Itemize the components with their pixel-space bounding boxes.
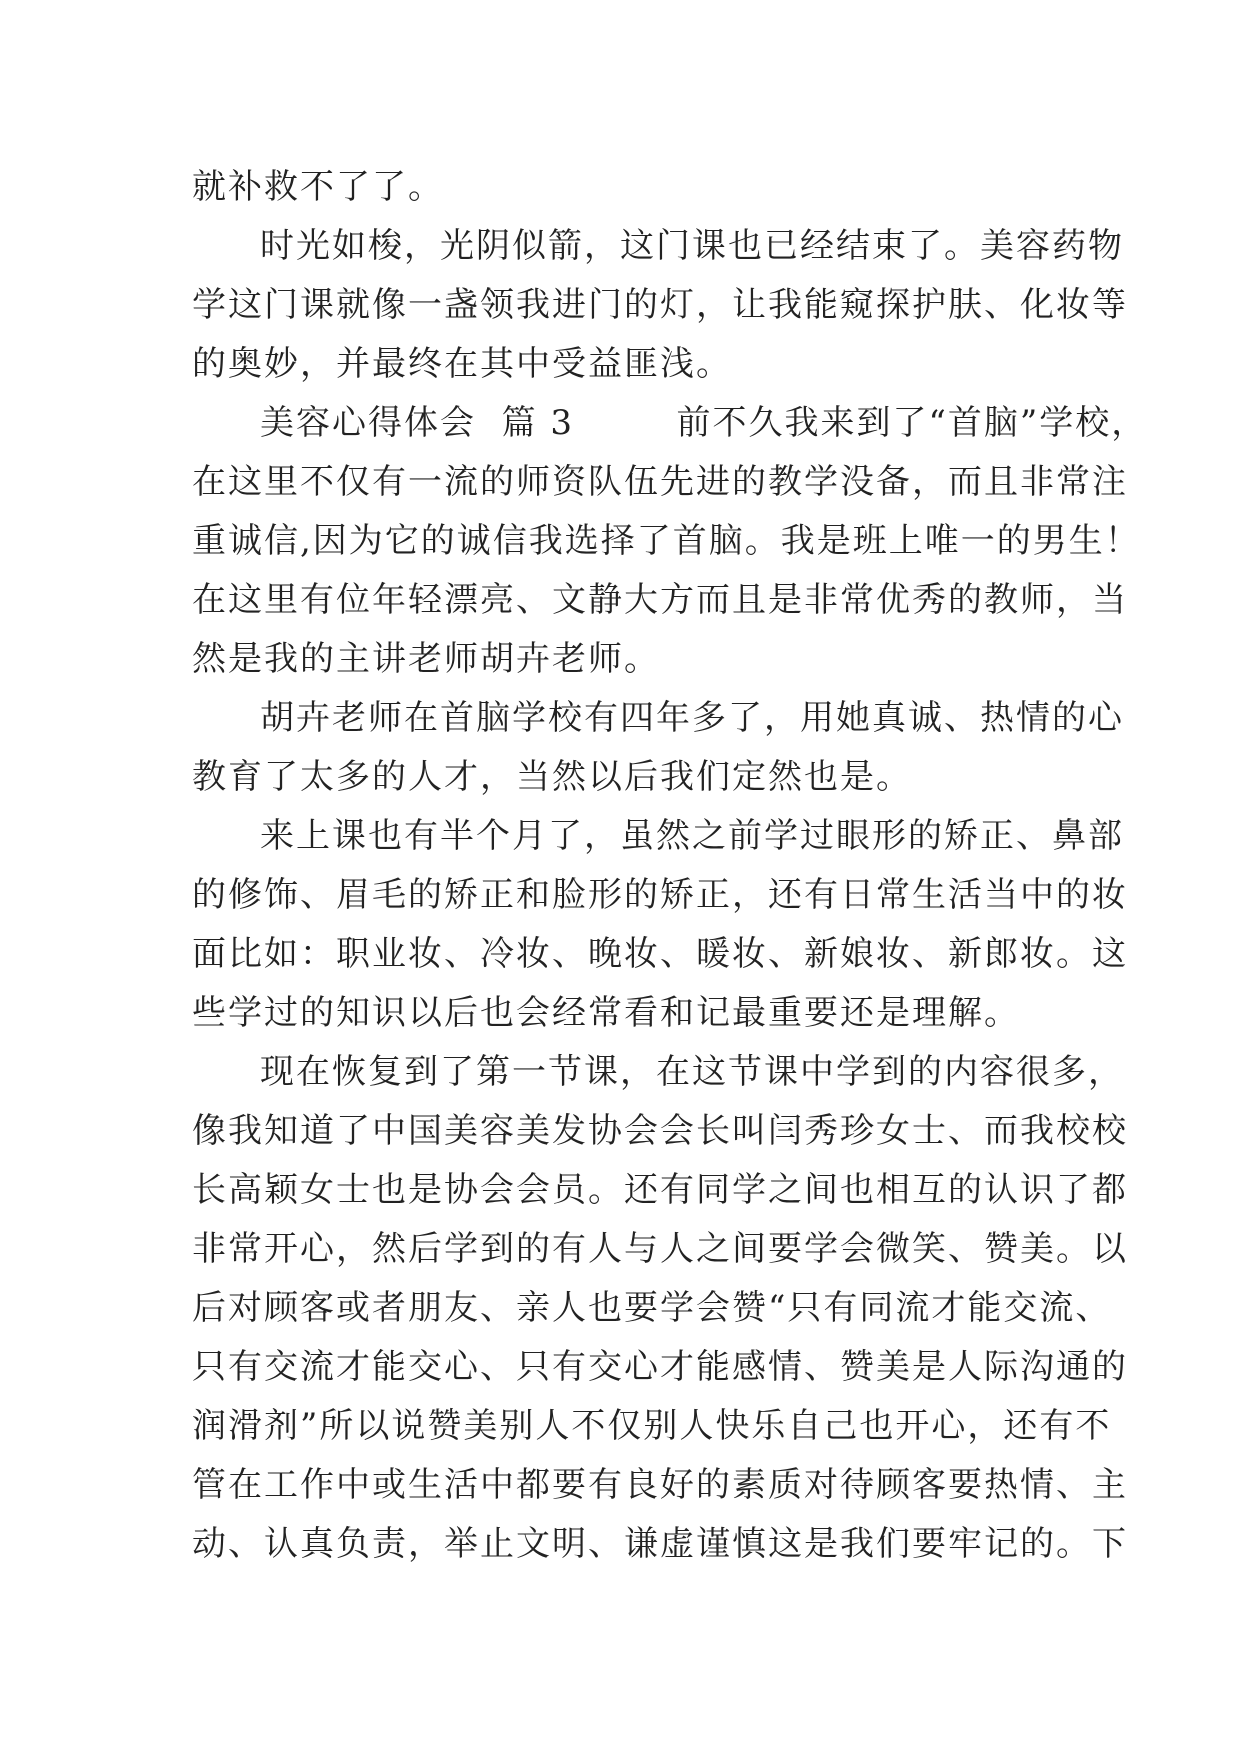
text-line: 非常开心，然后学到的有人与人之间要学会微笑、赞美。以 <box>192 1229 1128 1269</box>
text-line: 后对顾客或者朋友、亲人也要学会赞“只有同流才能交流、 <box>192 1288 1112 1328</box>
text-line: 像我知道了中国美容美发协会会长叫闫秀珍女士、而我校校 <box>192 1111 1128 1151</box>
body-text <box>192 158 1148 1574</box>
text-line: 来上课也有半个月了，虽然之前学过眼形的矫正、鼻部 <box>260 816 1124 856</box>
text-line: 教育了太多的人才，当然以后我们定然也是。 <box>192 757 912 797</box>
text-line: 只有交流才能交心、只有交心才能感情、赞美是人际沟通的 <box>192 1347 1128 1387</box>
text-line: 润滑剂”所以说赞美别人不仅别人快乐自己也开心，还有不 <box>192 1406 1112 1446</box>
text-line: 时光如梭，光阴似箭，这门课也已经结束了。美容药物 <box>260 226 1124 266</box>
text-line: 现在恢复到了第一节课，在这节课中学到的内容很多， <box>260 1052 1124 1092</box>
text-line: 的修饰、眉毛的矫正和脸形的矫正，还有日常生活当中的妆 <box>192 875 1128 915</box>
text-line: 管在工作中或生活中都要有良好的素质对待顾客要热情、主 <box>192 1465 1128 1505</box>
text-line: 在这里不仅有一流的师资队伍先进的教学没备，而且非常注 <box>192 462 1128 502</box>
text-line: 重诚信,因为它的诚信我选择了首脑。我是班上唯一的男生！ <box>192 521 1141 561</box>
text-line: 学这门课就像一盏领我进门的灯，让我能窥探护肤、化妆等 <box>192 285 1128 325</box>
text-line: 长高颖女士也是协会会员。还有同学之间也相互的认识了都 <box>192 1170 1128 1210</box>
text-line: 动、认真负责，举止文明、谦虚谨慎这是我们要牢记的。下 <box>192 1524 1128 1564</box>
text-line: 面比如：职业妆、冷妆、晚妆、暖妆、新娘妆、新郎妆。这 <box>192 934 1128 974</box>
text-line: 在这里有位年轻漂亮、文静大方而且是非常优秀的教师，当 <box>192 580 1128 620</box>
text-line: 美容心得体会 篇 3 前不久我来到了“首脑”学校， <box>260 403 1148 443</box>
text-line: 的奥妙，并最终在其中受益匪浅。 <box>192 344 732 384</box>
text-line: 就补救不了了。 <box>192 167 444 207</box>
text-line: 些学过的知识以后也会经常看和记最重要还是理解。 <box>192 993 1020 1033</box>
text-line: 然是我的主讲老师胡卉老师。 <box>192 639 660 679</box>
text-line: 胡卉老师在首脑学校有四年多了，用她真诚、热情的心 <box>260 698 1124 738</box>
